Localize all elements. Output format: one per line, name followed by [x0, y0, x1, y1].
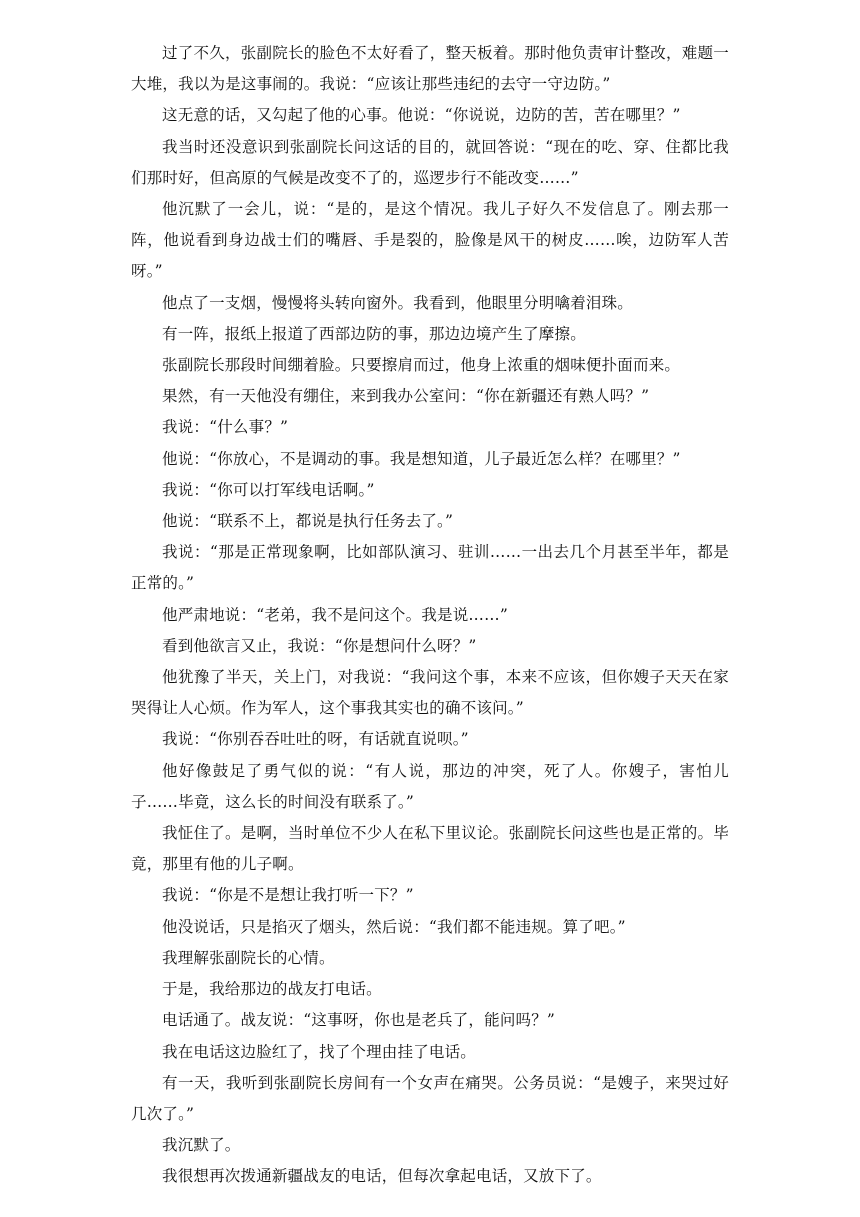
paragraph: 我在电话这边脸红了，找了个理由挂了电话。 [162, 1042, 477, 1061]
paragraph: 他说：“你放心，不是调动的事。我是想知道，儿子最近怎么样？在哪里？” [162, 449, 681, 468]
paragraph: 我说：“你可以打军线电话啊。” [162, 480, 375, 499]
paragraph: 他严肃地说：“老弟，我不是问这个。我是说……” [162, 605, 508, 624]
paragraph: 有一天，我听到张副院长房间有一个女声在痛哭。公务员说：“是嫂子，来哭过好几次了。” [131, 1073, 729, 1123]
paragraph: 我沉默了。 [162, 1136, 241, 1155]
paragraph: 我很想再次拨通新疆战友的电话，但每次拿起电话，又放下了。 [162, 1167, 602, 1186]
paragraph: 他好像鼓足了勇气似的说：“有人说，那边的冲突，死了人。你嫂子，害怕儿子……毕竟，这么长的时间没有联系了。” [131, 761, 729, 811]
paragraph: 我理解张副院长的心情。 [162, 948, 335, 967]
article-body [131, 38, 729, 1193]
paragraph: 他沉默了一会儿，说：“是的，是这个情况。我儿子好久不发信息了。刚去那一阵，他说看到身边战士们的嘴唇、手是裂的，脸像是风干的树皮……唉，边防军人苦呀。” [131, 200, 729, 281]
paragraph: 这无意的话，又勾起了他的心事。他说：“你说说，边防的苦，苦在哪里？” [162, 106, 681, 125]
paragraph: 看到他欲言又止，我说：“你是想问什么呀？” [162, 636, 477, 655]
paragraph: 我当时还没意识到张副院长问这话的目的，就回答说：“现在的吃、穿、住都比我们那时好，但高原的气候是改变不了的，巡逻步行不能改变……” [131, 137, 729, 187]
paragraph: 我说：“那是正常现象啊，比如部队演习、驻训……一出去几个月甚至半年，都是正常的。” [131, 543, 729, 593]
paragraph: 有一阵，报纸上报道了西部边防的事，那边边境产生了摩擦。 [162, 324, 586, 343]
paragraph: 于是，我给那边的战友打电话。 [162, 980, 382, 999]
paragraph: 他说：“联系不上，都说是执行任务去了。” [162, 512, 454, 531]
paragraph: 电话通了。战友说：“这事呀，你也是老兵了，能问吗？” [162, 1011, 556, 1030]
paragraph: 张副院长那段时间绷着脸。只要擦肩而过，他身上浓重的烟味便扑面而来。 [162, 356, 681, 375]
paragraph: 果然，有一天他没有绷住，来到我办公室问：“你在新疆还有熟人吗？” [162, 387, 650, 406]
paragraph: 他犹豫了半天，关上门，对我说：“我问这个事，本来不应该，但你嫂子天天在家哭得让人心烦。作为军人，这个事我其实也的确不该问。” [131, 668, 729, 718]
paragraph: 他没说话，只是掐灭了烟头，然后说：“我们都不能违规。算了吧。” [162, 917, 626, 936]
paragraph: 我说：“你是不是想让我打听一下？” [162, 886, 414, 905]
paragraph: 他点了一支烟，慢慢将头转向窗外。我看到，他眼里分明噙着泪珠。 [162, 293, 634, 312]
paragraph: 过了不久，张副院长的脸色不太好看了，整天板着。那时他负责审计整改，难题一大堆，我以为是这事闹的。我说：“应该让那些违纪的去守一守边防。” [131, 44, 729, 94]
paragraph: 我怔住了。是啊，当时单位不少人在私下里议论。张副院长问这些也是正常的。毕竟，那里有他的儿子啊。 [131, 824, 729, 874]
paragraph: 我说：“你别吞吞吐吐的呀，有话就直说呗。” [162, 730, 469, 749]
paragraph: 我说：“什么事？” [162, 418, 289, 437]
